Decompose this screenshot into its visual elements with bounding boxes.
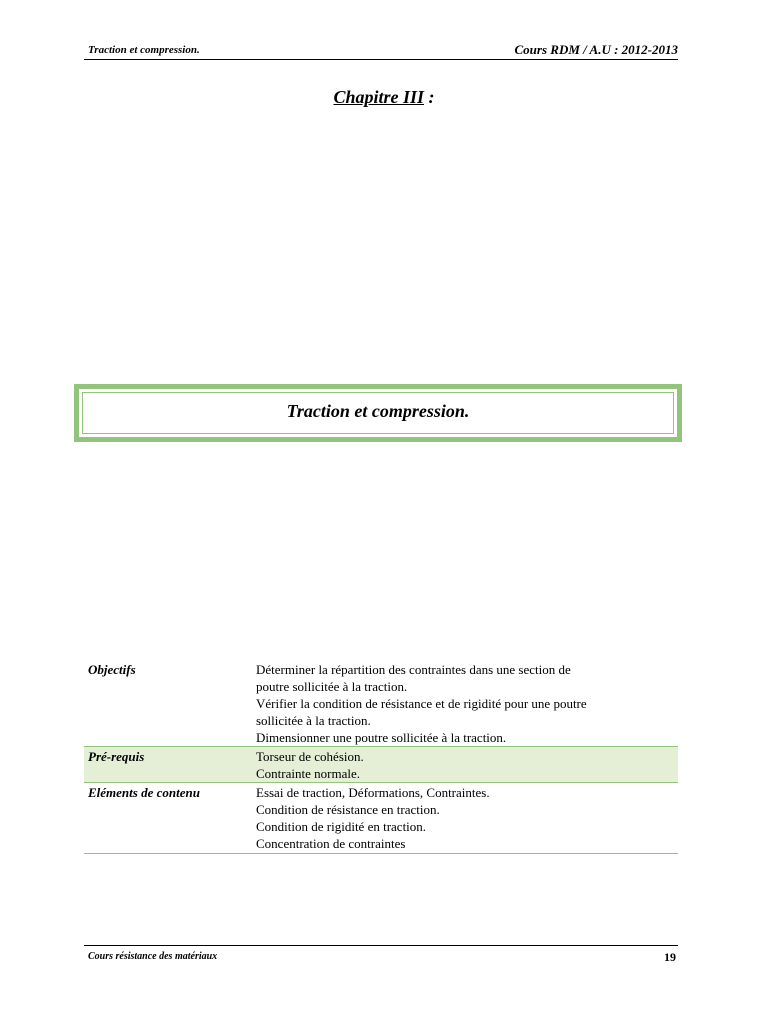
row-content — [252, 658, 678, 747]
row-content — [252, 747, 678, 783]
chapter-suffix: : — [424, 87, 435, 107]
row-label: Objectifs — [88, 662, 136, 677]
footer-course-name: Cours résistance des matériaux — [88, 951, 218, 962]
header-course-year: Cours RDM / A.U : 2012-2013 — [514, 42, 678, 57]
content-line: sollicitée à la traction. — [256, 713, 371, 728]
chapter-heading — [0, 87, 768, 108]
chapter-title-box — [74, 384, 682, 442]
content-line: Déterminer la répartition des contraintes dans une section de — [256, 662, 571, 677]
objectives-table — [84, 658, 678, 854]
chapter-title: Traction et compression. — [82, 392, 674, 434]
content-line: Torseur de cohésion. — [256, 749, 364, 764]
table-row-elements — [84, 783, 678, 854]
table-row-objectifs — [84, 658, 678, 747]
content-line: poutre sollicitée à la traction. — [256, 679, 408, 694]
content-line: Concentration de contraintes — [256, 836, 406, 851]
content-line: Essai de traction, Déformations, Contraintes. — [256, 785, 490, 800]
header-title: Traction et compression. — [88, 44, 200, 56]
content-line: Condition de résistance en traction. — [256, 802, 440, 817]
content-line: Vérifier la condition de résistance et de rigidité pour une poutre — [256, 696, 587, 711]
page-header — [84, 42, 678, 60]
content-line: Contrainte normale. — [256, 766, 360, 781]
page-footer — [84, 945, 678, 966]
chapter-label: Chapitre III — [333, 87, 425, 107]
row-label: Pré-requis — [84, 747, 252, 783]
page-number: 19 — [664, 950, 676, 964]
row-label: Eléments de contenu — [84, 783, 252, 854]
table-row-prerequis — [84, 747, 678, 783]
content-line: Dimensionner une poutre sollicitée à la traction. — [256, 730, 507, 745]
row-content — [252, 783, 678, 854]
content-line: Condition de rigidité en traction. — [256, 819, 427, 834]
